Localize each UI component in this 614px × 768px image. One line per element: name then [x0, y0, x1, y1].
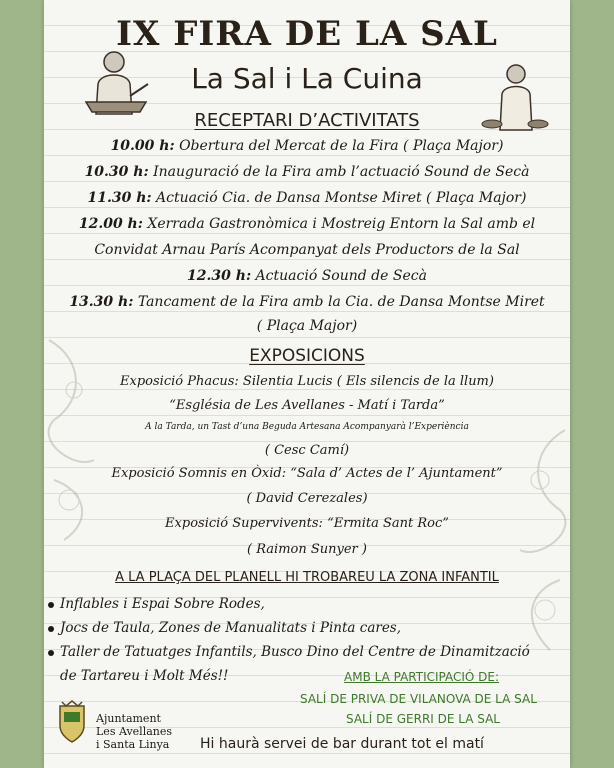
exhibition-line: “Església de Les Avellanes - Matí i Tarda” — [169, 398, 445, 413]
exhibition-line: ( David Cerezales) — [246, 491, 368, 506]
bullet-icon — [48, 626, 54, 632]
municipality-name — [96, 712, 172, 751]
bullet-icon — [48, 602, 54, 608]
exhibition-note: A la Tarda, un Tast d’una Beguda Artesana Acompanyarà l’Experiència — [145, 422, 469, 432]
logo-line: Les Avellanes — [96, 725, 173, 738]
bullet-icon — [48, 650, 54, 656]
activity-line: ( Plaça Major) — [256, 318, 358, 334]
participation-heading: AMB LA PARTICIPACIÓ DE: — [344, 670, 500, 684]
exhibition-line: Exposició Phacus: Silentia Lucis ( Els silencis de la llum) — [120, 374, 494, 389]
event-subtitle: La Sal i La Cuina — [191, 62, 423, 95]
exhibition-line: Exposició Supervivents: “Ermita Sant Roc” — [165, 516, 449, 531]
participant-name: SALÍ DE PRIVA DE VILANOVA DE LA SAL — [300, 692, 537, 706]
list-item: de Tartareu i Molt Més!! — [60, 668, 229, 684]
activity-line: 12.30 h: Actuació Sound de Secà — [187, 268, 427, 284]
activity-line: 11.30 h: Actuació Cia. de Dansa Montse Miret ( Plaça Major) — [87, 190, 527, 206]
municipal-shield-logo-icon — [54, 700, 90, 744]
list-item: Inflables i Espai Sobre Rodes, — [48, 596, 265, 612]
bar-service-note: Hi haurà servei de bar durant tot el matí — [200, 736, 484, 752]
exhibition-line: Exposició Somnis en Òxid: “Sala d’ Actes de l’ Ajuntament” — [111, 466, 503, 481]
list-item: Jocs de Taula, Zones de Manualitats i Pinta cares, — [48, 620, 401, 636]
logo-line: i Santa Linya — [96, 738, 170, 751]
activity-line: 10.00 h: Obertura del Mercat de la Fira ( Plaça Major) — [110, 138, 504, 154]
logo-line: Ajuntament — [96, 712, 161, 725]
exhibitions-heading: EXPOSICIONS — [249, 346, 365, 366]
list-item: Taller de Tatuatges Infantils, Busco Dino del Centre de Dinamització — [48, 644, 530, 660]
activity-line: 12.00 h: Xerrada Gastronòmica i Mostreig Entorn la Sal amb el — [78, 216, 536, 232]
kids-zone-heading: A LA PLAÇA DEL PLANELL HI TROBAREU LA ZONA INFANTIL — [115, 570, 499, 585]
activity-line: Convidat Arnau París Acompanyat dels Productors de la Sal — [94, 242, 520, 258]
activity-line: 10.30 h: Inauguració de la Fira amb l’actuació Sound de Secà — [84, 164, 530, 180]
participant-name: SALÍ DE GERRI DE LA SAL — [346, 712, 500, 726]
activity-line: 13.30 h: Tancament de la Fira amb la Cia. de Dansa Montse Miret — [69, 294, 545, 310]
exhibition-line: ( Cesc Camí) — [264, 443, 350, 458]
exhibition-line: ( Raimon Sunyer ) — [247, 542, 367, 557]
activities-heading: RECEPTARI D’ACTIVITATS — [194, 110, 420, 131]
event-title: IX FIRA DE LA SAL — [116, 14, 498, 54]
